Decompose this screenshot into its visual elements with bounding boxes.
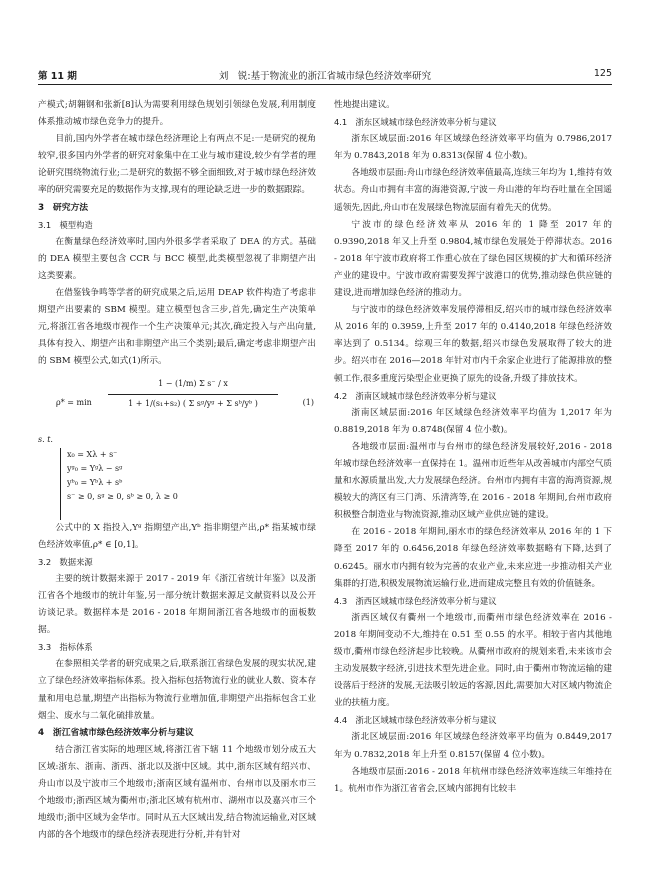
paragraph: 公式中的 X 指投入,Yᵍ 指期望产出,Yᵇ 指非期望产出,ρ* 指某城市绿色经济效率值,ρ* ∈ [0,1]。 (38, 522, 316, 550)
paragraph: 在衡量绿色经济效率时,国内外很多学者采取了 DEA 的方式。基础的 DEA 模型主要包含 CCR 与 BCC 模型,此类模型忽视了非期望产出这类要素。 (38, 236, 316, 281)
subsection-heading: 4.2 浙南区域城市绿色经济效率分析与建议 (334, 390, 497, 401)
constraint-label: s. t. (38, 434, 53, 444)
subsection-heading: 4.4 浙北区域城市绿色经济效率分析与建议 (334, 715, 497, 726)
paragraph: 各地级市层面:舟山市绿色经济效率值最高,连续三年均为 1,维持有效状态。舟山市拥有丰富的海港资源,宁波－舟山港的年均吞吐量在全国遥遥领先,因此,舟山市在发展绿色物流层面有着先天的优势。 (334, 168, 612, 213)
section-heading: 4 浙江省城市绿色经济效率分析与建议 (38, 727, 194, 738)
subsection-heading: 3.2 数据来源 (38, 556, 93, 567)
formula-fraction (108, 375, 278, 412)
constraints (60, 448, 316, 520)
paragraph: 各地级市层面:温州市与台州市的绿色经济发展较好,2016 - 2018 年城市绿色经济效率一直保持在 1。温州市近些年从改善城市内部空气质量和水源质量出发,大力发展绿色经济。台州市内拥有丰富的海湾资源,规模较大的湾区有三门湾、乐清湾等,在 2016 - 2018 年期间,台州市政府积极整合制造业与物流资源,推动区域产业供应链的建设。 (334, 441, 612, 521)
subsection-heading: 3.1 模型构造 (38, 219, 93, 230)
paragraph: 目前,国内外学者在城市绿色经济理论上有两点不足:一是研究的视角较窄,很多国内外学者的研究对象集中在工业与城市建设,较少有学者的理论研究围绕物流行业;二是研究的数据不够全面细致,对于城市绿色经济效率的研究需要充足的数据作为支撑,现有的理论缺乏进一步的数据跟踪。 (38, 134, 316, 196)
page-header (38, 66, 612, 85)
paragraph: 在借鉴钱争鸣等学者的研究成果之后,运用 DEAP 软件构造了考虑非期望产出要素的 SBM 模型。建立模型包含三步,首先,确定生产决策单元,将浙江省各地级市视作一个生产决策单元;其次,确定投入与产出向量,具体有投入、期望产出和非期望产出三个类别;最后,确定考虑非期望产出的 SBM 模型公式,如式(1)所示。 (38, 288, 316, 367)
constraint-line: x₀ = Xλ + s⁻ (67, 449, 118, 459)
left-column (38, 97, 316, 844)
paragraph: 浙东区域层面:2016 年区域绿色经济效率平均值为 0.7986,2017 年为 0.7843,2018 年为 0.8313(保留 4 位小数)。 (334, 134, 612, 162)
sbm-formula (38, 371, 316, 431)
formula-numerator: 1 − (1/m) Σ s⁻ / x (108, 375, 278, 395)
paragraph: 主要的统计数据来源于 2017 - 2019 年《浙江省统计年鉴》以及浙江省各个地级市的统计年鉴,另一部分统计数据来源足文献资料以及公开访谈记录。数据样本是 2016 - 2018 年期间浙江省各地级市的面板数据。 (38, 573, 316, 636)
formula-denominator: 1 + 1/(s₁+s₂) ( Σ sᵍ/yᵍ + Σ sᵇ/yᵇ ) (128, 398, 258, 408)
constraint-line: yᵍ₀ = Yᵍλ − sᵍ (67, 463, 123, 473)
paragraph: 各地级市层面:2016 - 2018 年杭州市绿色经济效率连续三年维持在 1。杭州市作为浙江省省会,区域内部拥有比较丰 (334, 766, 612, 794)
constraint-line: s⁻ ≥ 0, sᵍ ≥ 0, sᵇ ≥ 0, λ ≥ 0 (67, 491, 178, 501)
subsection-heading: 3.3 指标体系 (38, 642, 93, 653)
paragraph: 在 2016 - 2018 年期间,丽水市的绿色经济效率从 2016 年的 1 下降至 2017 年的 0.6456,2018 年绿色经济效率数据略有下降,达到了 0.6245。丽水市内拥有较为完善的农业产业,未来应进一步推动相关产业集群的打造,积极发展物流运输行业,进而建成完整且有效的价值链条。 (334, 527, 612, 589)
paragraph: 在参照相关学者的研究成果之后,联系浙江省绿色发展的现实状况,建立了绿色经济效率指标体系。投入指标包括物流行业的就业人数、资本存量和用电总量,期望产出指标为物流行业增加值,非期望产出指标包含工业烟尘、废水与二氧化硫排放量。 (38, 659, 316, 721)
subsection-heading: 4.3 浙西区域城市绿色经济效率分析与建议 (334, 595, 497, 606)
paragraph: 结合浙江省实际的地理区域,将浙江省下辖 11 个地级市划分成五大区域:浙东、浙南、浙西、浙北以及浙中区域。其中,浙东区域有绍兴市、舟山市以及宁波市三个地级市;浙南区域有温州市、台州市以及丽水市三个地级市;浙西区域为衢州市;浙北区域有杭州市、湖州市以及嘉兴市三个地级市;浙中区域为金华市。同时从五大区域出发,结合物流运输业,对区域内部的各个地级市的绿色经济表现进行分析,并有针对 (38, 744, 316, 841)
formula-lhs: ρ* = min (56, 397, 92, 407)
paragraph: 宁波市的绿色经济效率从 2016 年的 1 降至 2017 年的 0.9390,2018 年又上升至 0.9804,城市绿色发展处于停滞状态。2016 - 2018 年宁波市政府将工作重心放在了绿色园区规模的扩大和循环经济产业的建设中。宁波市政府需要发挥宁波港口的优势,推动绿色供应链的建设,进而增加绿色经济的推动力。 (334, 219, 612, 299)
running-title: 刘 锐:基于物流业的浙江省城市绿色经济效率研究 (218, 71, 432, 82)
constraint-line: yᵇ₀ = Yᵇλ + sᵇ (67, 477, 123, 487)
paragraph: 性地提出建议。 (334, 100, 395, 110)
section-heading: 3 研究方法 (38, 202, 89, 213)
page-number: 125 (593, 68, 612, 79)
equation-number: (1) (302, 397, 314, 407)
issue-number: 第 11 期 (38, 71, 77, 82)
paragraph: 浙西区域仅有衢州一个地级市,而衢州市绿色经济效率在 2016 - 2018 年期间变动不大,维持在 0.51 至 0.55 的水平。相较于省内其他地级市,衢州市绿色经济起步比较晚。从衢州市政府的规划来看,未来该市会主动发展数字经济,引进技术型先进企业。同时,由于衢州市物流运输的建设落后于经济的发展,无法吸引较远的客源,因此,需要加大对区域内物流企业的扶植力度。 (334, 612, 612, 709)
paragraph: 浙北区域层面:2016 年区域绿色经济效率平均值为 0.8449,2017 年为 0.7832,2018 年上升至 0.8157(保留 4 位小数)。 (334, 732, 612, 760)
paragraph: 浙南区域层面:2016 年区域绿色经济效率平均值为 1,2017 年为 0.8819,2018 年为 0.8748(保留 4 位小数)。 (334, 407, 612, 435)
right-column (334, 97, 612, 798)
paragraph: 产模式;胡翱钢和张新[8]认为需要利用绿色规划引领绿色发展,利用制度体系推动城市绿色竞争力的提升。 (38, 100, 316, 128)
paragraph: 与宁波市的绿色经济效率发展停滞相反,绍兴市的城市绿色经济效率从 2016 年的 0.3959,上升至 2017 年的 0.4140,2018 年绿色经济效率达到了 0.5134。综观三年的数据,绍兴市绿色发展取得了较大的进步。绍兴市在 2016—2018 年针对市内千余家企业进行了能源排放的整顿工作,很多重度污染型企业更换了原先的设备,升级了排放技术。 (334, 305, 612, 384)
subsection-heading: 4.1 浙东区域城市绿色经济效率分析与建议 (334, 117, 497, 128)
